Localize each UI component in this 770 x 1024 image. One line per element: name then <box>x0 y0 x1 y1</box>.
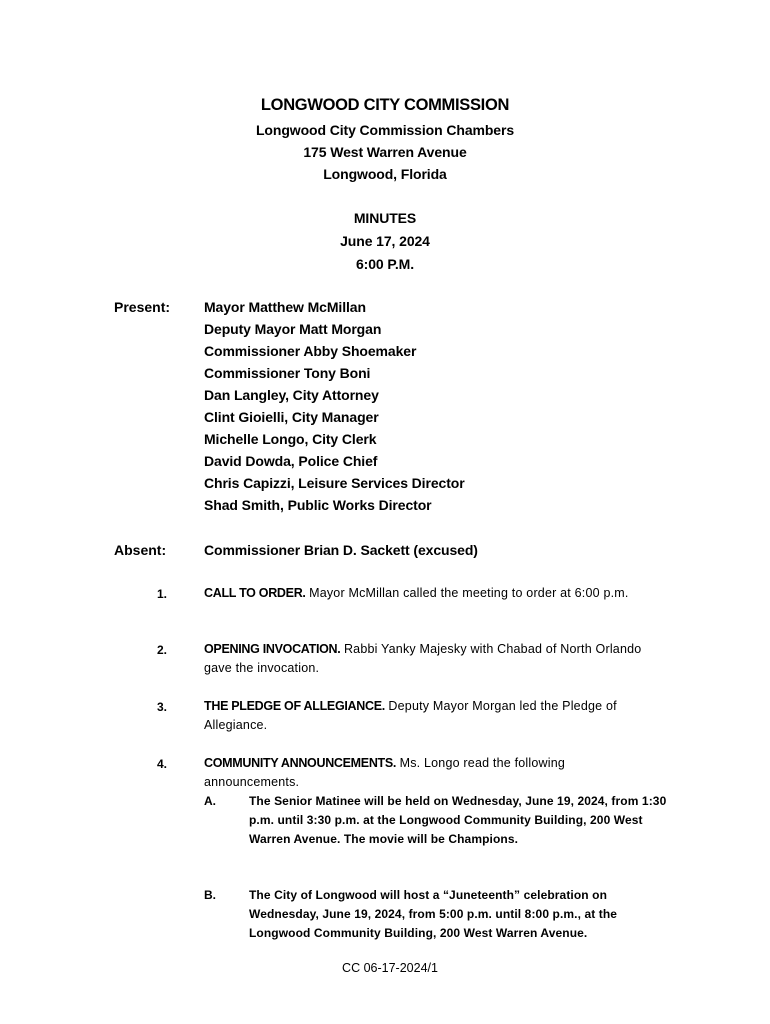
absent-label: Absent: <box>114 542 167 558</box>
attendee-name: Chris Capizzi, Leisure Services Director <box>204 475 465 491</box>
agenda-item-announcements <box>204 754 644 792</box>
attendee-name: Commissioner Tony Boni <box>204 365 371 381</box>
announcement-text: The City of Longwood will host a “Juneteenth” celebration on Wednesday, June 19, 2024, from 5:00 p.m. until 8:00 p.m., at the Longwood Community Building, 200 West Warren Avenue. <box>249 888 618 940</box>
agenda-item-pledge <box>204 697 644 735</box>
item-text: Deputy Mayor Morgan led the Pledge of Allegiance. <box>204 699 617 732</box>
item-text: Rabbi Yanky Majesky with Chabad of North Orlando gave the invocation. <box>204 642 642 675</box>
meeting-city: Longwood, Florida <box>323 166 447 182</box>
meeting-location: Longwood City Commission Chambers <box>255 122 515 138</box>
attendee-name: Shad Smith, Public Works Director <box>204 497 432 513</box>
item-number: 1. <box>157 587 168 601</box>
meeting-date: June 17, 2024 <box>340 233 430 249</box>
item-text: Ms. Longo read the following announcements. <box>204 756 566 789</box>
agenda-item-invocation <box>204 640 644 678</box>
present-label: Present: <box>114 299 171 315</box>
attendee-name: Mayor Matthew McMillan <box>204 299 366 315</box>
attendee-name: Commissioner Abby Shoemaker <box>204 343 417 359</box>
attendee-name: Clint Gioielli, City Manager <box>204 409 379 425</box>
attendee-name: Michelle Longo, City Clerk <box>204 431 377 447</box>
item-number: 3. <box>157 700 168 714</box>
attendee-name: Deputy Mayor Matt Morgan <box>204 321 382 337</box>
item-number: 4. <box>157 757 168 771</box>
item-heading: OPENING INVOCATION. <box>204 642 341 656</box>
absent-name: Commissioner Brian D. Sackett (excused) <box>204 542 478 558</box>
item-heading: COMMUNITY ANNOUNCEMENTS. <box>204 756 397 770</box>
announcement-text: The Senior Matinee will be held on Wednesday, June 19, 2024, from 1:30 p.m. until 3:30 p.m. at the Longwood Community Building, 200 West Warren Avenue. The movie will be Champions. <box>249 794 667 846</box>
item-heading: CALL TO ORDER. <box>204 586 306 600</box>
item-number: 2. <box>157 643 168 657</box>
meeting-address: 175 West Warren Avenue <box>303 144 467 160</box>
agenda-item-call-to-order <box>204 584 644 603</box>
attendee-name: David Dowda, Police Chief <box>204 453 378 469</box>
announcement-label: A. <box>204 794 216 808</box>
attendee-name: Dan Langley, City Attorney <box>204 387 379 403</box>
item-heading: THE PLEDGE OF ALLEGIANCE. <box>204 699 385 713</box>
page-footer: CC 06-17-2024/1 <box>342 961 438 975</box>
announcement-label: B. <box>204 888 216 902</box>
document-title: LONGWOOD CITY COMMISSION <box>260 96 510 114</box>
item-text: Mayor McMillan called the meeting to order at 6:00 p.m. <box>309 586 629 600</box>
meeting-time: 6:00 P.M. <box>356 256 414 272</box>
document-type: MINUTES <box>353 210 417 226</box>
